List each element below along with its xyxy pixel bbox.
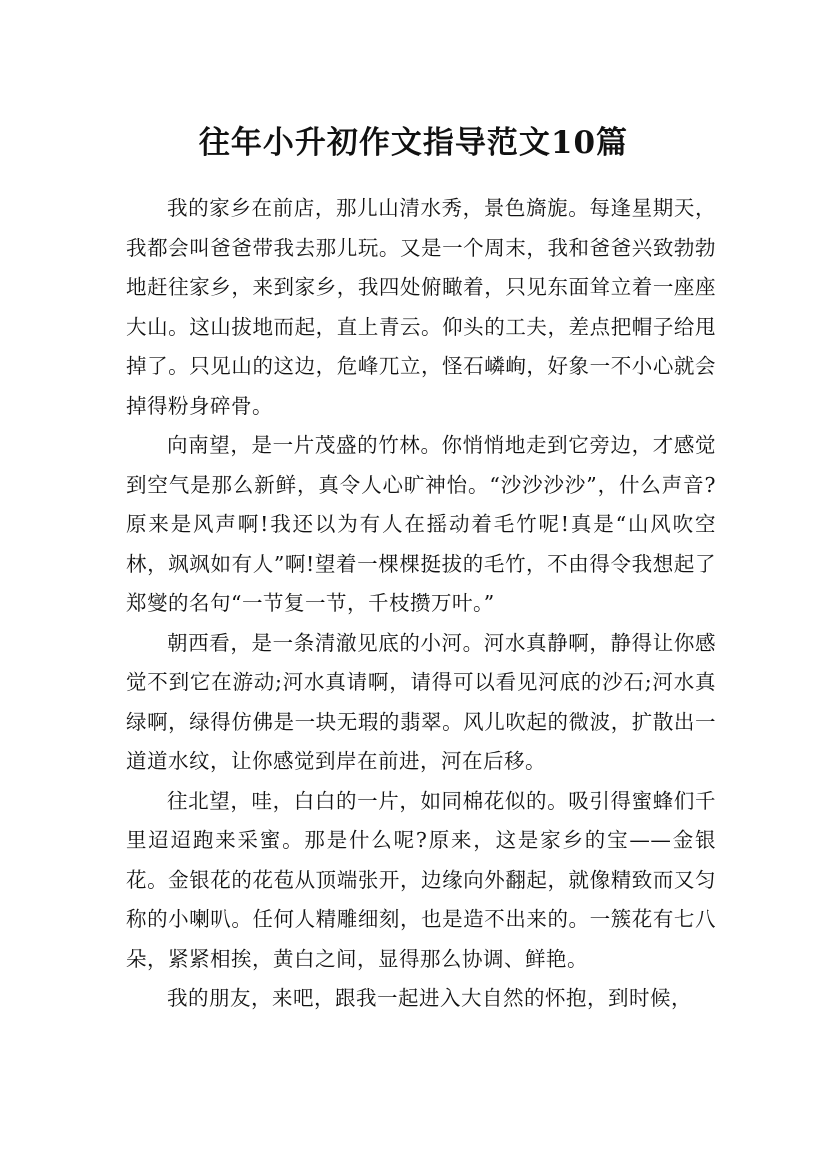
document-body	[126, 189, 716, 1019]
paragraph-5: 我的朋友，来吧，跟我一起进入大自然的怀抱，到时候，	[167, 986, 692, 1010]
paragraph-2: 向南望，是一片茂盛的竹林。你悄悄地走到它旁边，才感觉到空气是那么新鲜，真令人心旷神怡。“沙沙沙沙”，什么声音?原来是风声啊!我还以为有人在摇动着毛竹呢!真是“山风吹空林，飒飒如有人”啊!望着一棵棵挺拔的毛竹，不由得令我想起了郑燮的名句“一节复一节，千枝攒万叶。”	[126, 433, 716, 615]
paragraph-3: 朝西看，是一条清澈见底的小河。河水真静啊，静得让你感觉不到它在游动;河水真请啊，请得可以看见河底的沙石;河水真绿啊，绿得仿佛是一块无瑕的翡翠。风儿吹起的微波，扩散出一道道水纹，让你感觉到岸在前进，河在后移。	[126, 630, 716, 773]
document-title: 往年小升初作文指导范文10篇	[198, 124, 629, 161]
paragraph-1: 我的家乡在前店，那儿山清水秀，景色旖旎。每逢星期天，我都会叫爸爸带我去那儿玩。又是一个周末，我和爸爸兴致勃勃地赶往家乡，来到家乡，我四处俯瞰着，只见东面耸立着一座座大山。这山拔地而起，直上青云。仰头的工夫，差点把帽子给甩掉了。只见山的这边，危峰兀立，怪石嶙峋，好象一不小心就会掉得粉身碎骨。	[126, 196, 716, 418]
paragraph-4: 往北望，哇，白白的一片，如同棉花似的。吸引得蜜蜂们千里迢迢跑来采蜜。那是什么呢?原来，这是家乡的宝——金银花。金银花的花苞从顶端张开，边缘向外翻起，就像精致而又匀称的小喇叭。任何人精雕细刻，也是造不出来的。一簇花有七八朵，紧紧相挨，黄白之间，显得那么协调、鲜艳。	[126, 788, 716, 971]
